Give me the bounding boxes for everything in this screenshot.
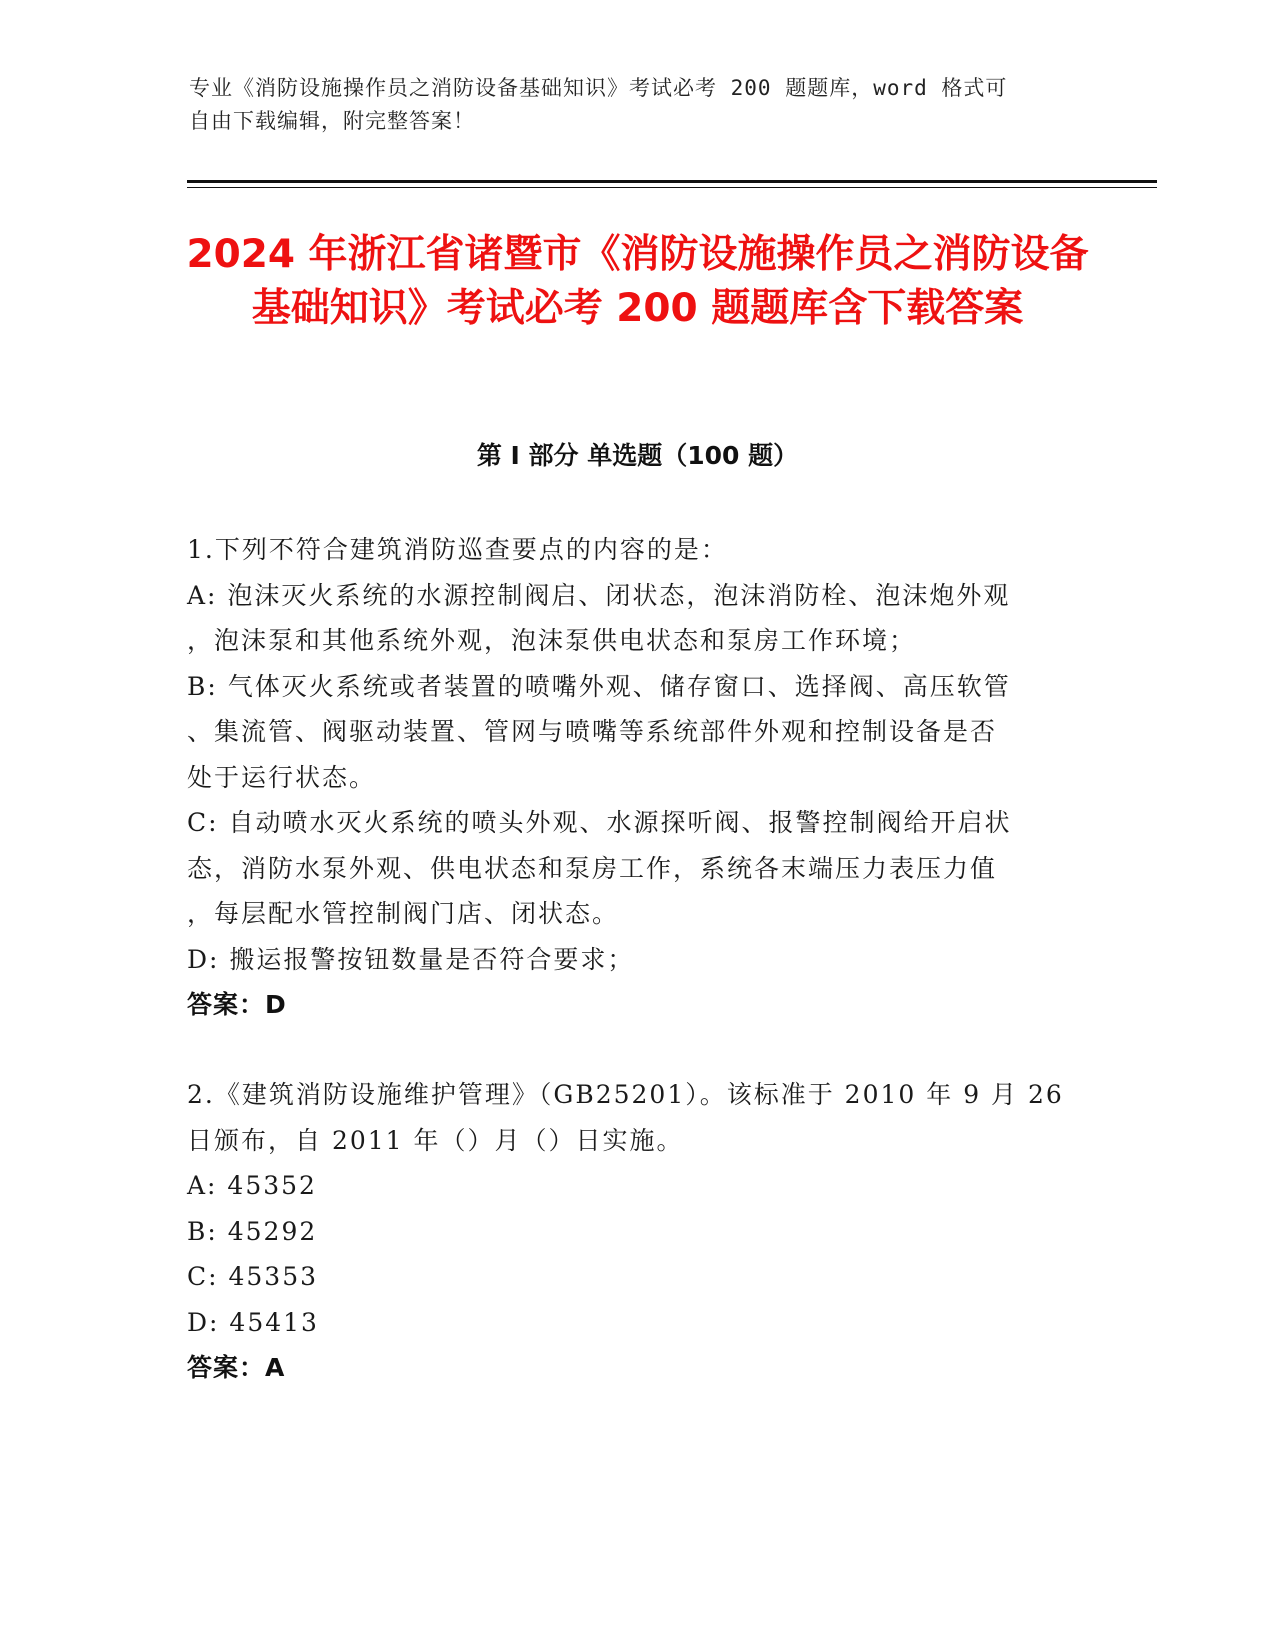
question-stem: 日颁布，自 2011 年（）月（）日实施。 <box>187 1125 684 1155</box>
header-divider-thin <box>187 187 1157 188</box>
option-line: C: 45353 <box>187 1262 319 1291</box>
option-line: D: 搬运报警按钮数量是否符合要求； <box>187 944 635 974</box>
option-line: ，泡沫泵和其他系统外观，泡沫泵供电状态和泵房工作环境； <box>187 626 917 655</box>
question-block <box>187 1072 1077 1391</box>
question-block <box>187 527 1077 1028</box>
option-line: B: 45292 <box>187 1216 318 1246</box>
option-line: B: 气体灭火系统或者装置的喷嘴外观、储存窗口、选择阀、高压软管 <box>187 671 1011 701</box>
document-title: 2024 年浙江省诸暨市《消防设施操作员之消防设备基础知识》考试必考 200 题题库含下载答案 <box>186 232 1089 331</box>
option-line: 态，消防水泵外观、供电状态和泵房工作，系统各末端压力表压力值 <box>187 853 998 883</box>
option-line: 处于运行状态。 <box>187 762 377 792</box>
option-line: D: 45413 <box>187 1307 319 1337</box>
question-stem: 2.《建筑消防设施维护管理》（GB25201）。该标准于 2010 年 9 月 26 <box>187 1080 1064 1109</box>
header-divider <box>187 180 1157 183</box>
option-line: 、集流管、阀驱动装置、管网与喷嘴等系统部件外观和控制设备是否 <box>187 717 998 746</box>
section-heading: 第 I 部分 单选题（100 题） <box>476 441 799 470</box>
answer-label: 答案：A <box>187 1353 286 1382</box>
option-line: C: 自动喷水灭火系统的喷头外观、水源探听阀、报警控制阀给开启状 <box>187 808 1012 837</box>
answer-label: 答案：D <box>187 990 287 1019</box>
option-line: A: 45352 <box>187 1171 317 1200</box>
option-line: A: 泡沫灭火系统的水源控制阀启、闭状态，泡沫消防栓、泡沫炮外观 <box>187 580 1011 610</box>
header-note <box>189 72 1079 138</box>
option-line: ，每层配水管控制阀门店、闭状态。 <box>187 899 620 928</box>
header-note-line: 专业《消防设施操作员之消防设备基础知识》考试必考 200 题题库，word 格式可 <box>189 76 1008 100</box>
question-stem: 1.下列不符合建筑消防巡查要点的内容的是： <box>187 535 728 564</box>
header-note-line: 自由下载编辑，附完整答案！ <box>189 109 475 133</box>
